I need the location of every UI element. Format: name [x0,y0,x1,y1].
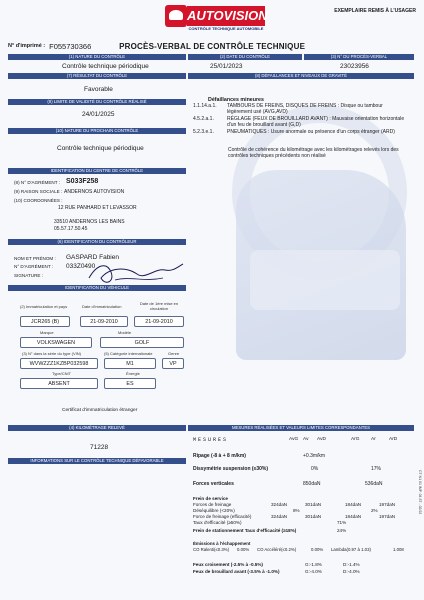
category-label: (5) Catégorie internationale [104,351,153,356]
unbalance-rear: 2% [371,508,378,513]
defect-code: 5.2.3.e.1. [193,129,214,135]
defect-desc: TAMBOURS DE FREINS, DISQUES DE FREINS : Disque ou tambour légèrement usé (AVG,AVD) [227,103,383,115]
forces-label: Forces verticales [193,481,234,487]
copy-tag: EXEMPLAIRE REMIS À L'USAGER [334,8,416,14]
efficiency-ard: 197daN [379,514,396,519]
controller-name-label: NOM ET PRÉNOM : [14,256,56,261]
defects-heading: Défaillances mineures [208,97,264,103]
centre-agreement-label: (8) N° D'AGRÉMENT : [14,180,61,185]
registration-label: (2) Immatriculation et pays [20,304,68,309]
col-avg: AvG [289,437,299,442]
ripage-value: +0.3m/km [303,453,326,459]
unbalance-front: 8% [293,508,300,513]
fog-right: D:-4.0% [343,569,360,574]
col-ar: Ar [371,437,376,442]
centre-header: IDENTIFICATION DU CENTRE DE CONTRÔLE [8,168,186,174]
pv-number-header: (3) N° DU PROCÈS-VERBAL [304,54,414,60]
signature-label: SIGNATURE : [14,273,44,278]
brand-field: VOLKSWAGEN [20,337,92,348]
validity-header: (9) LIMITE DE VALIDITÉ DU CONTRÔLE RÉALISÉ [8,99,186,105]
first-reg-label: Date d'immatriculation [82,304,122,309]
brake-force-avd: 301daN [305,502,322,507]
centre-city: 33510 ANDERNOS LES BAINS [54,219,125,225]
defect-item [193,103,413,115]
defect-desc: PNEUMATIQUES : Usure anormale ou présence d'un corps étranger (ARD) [227,129,395,135]
controller-agreement: 033Z0490 [66,263,96,270]
defect-code: 1.1.14.a.1. [193,103,217,109]
next-control-header: (10) NATURE DU PROCHAIN CONTRÔLE [8,128,186,134]
autovision-logo [165,5,268,35]
brake-force-avg: 324daN [271,502,288,507]
measures-header: MESURES RÉALISÉES ET VALEURS LIMITES CORRESPONDANTES [188,425,414,431]
controller-agreement-label: N° D'AGRÉMENT : [14,264,54,269]
logo-car-icon [165,5,187,27]
energy-field: ES [104,378,156,389]
controller-name: GASPARD Fabien [66,254,119,261]
energy-label: Énergie [126,371,140,376]
centre-address: 12 RUE PANHARD ET LEVASSOR [58,205,137,211]
centre-name-label: (9) RAISON SOCIALE : [14,189,63,194]
col-ard: ArD [389,437,398,442]
nature-header: (1) NATURE DU CONTRÔLE [8,54,186,60]
controller-signature [85,258,185,288]
centre-coords-label: (10) COORDONNÉES : [14,198,63,203]
type-label: Type/CNIT [52,371,72,376]
brand-name: AUTOVISION [187,6,265,26]
registration-document: Certificat d'immatriculation étranger [62,408,138,413]
date-header: (2) DATE DU CONTRÔLE [188,54,302,60]
vehicle-header: IDENTIFICATION DU VÉHICULE [8,285,186,291]
co-idle-value: 0.00% [237,547,250,552]
efficiency-avg: 324daN [271,514,288,519]
brand-label: Marque [40,330,54,335]
nature-value: Contrôle technique périodique [62,63,149,70]
parking-value: 24% [337,528,347,533]
genre-label: Genre [168,351,180,356]
print-number: F055730366 [49,41,92,51]
type-field: ABSENT [20,378,98,389]
rate-value: 71% [337,520,347,525]
centre-agreement: S033F258 [66,178,99,185]
page-title: PROCÈS-VERBAL DE CONTRÔLE TECHNIQUE [119,41,306,51]
centre-name: ANDERNOS AUTOVISION [64,189,125,195]
forces-rear: 536daN [365,481,383,487]
mileage-note: Contrôle de cohérence du kilométrage avec les kilométrages relevés lors des contrôles techniques précédents non réalisé [228,147,399,159]
lambda-label: Lambda(0.97 à 1.03) [331,547,371,552]
watermark-car-base [250,250,400,310]
brake-force-ard: 197daN [379,502,396,507]
crossing-lights-label: Feux croisement (-2.5% à -0.5%) [193,562,263,567]
first-use-field: 21-09-2010 [134,316,184,327]
co-accel-label: CO Accéléré(≤0.2%) [257,547,297,552]
crossing-left: G:-1.8% [305,562,322,567]
efficiency-arg: 184daN [345,514,362,519]
emissions-title: Émissions à l'échappement [193,541,251,546]
brake-force-label: Forces de freinage [193,502,232,507]
registration-field: JCR265 (B) [20,316,70,327]
fog-left: G:-4.0% [305,569,322,574]
co-accel-value: 0.00% [311,547,324,552]
parking-label: Frein de stationnement Taux d'efficacité (≥18%) [193,528,297,533]
pv-number-value: 23023956 [340,63,369,70]
measures-head: MESURES [193,437,229,443]
unbalance-label: Déséquilibre (<20%) [193,508,235,513]
crossing-right: D:-1.4% [343,562,360,567]
rate-label: Taux d'efficacité (≥50%) [193,520,242,525]
col-avd: AvD [317,437,326,442]
defect-item [193,129,413,135]
efficiency-avd: 301daN [305,514,322,519]
result-header: (7) RÉSULTAT DU CONTRÔLE [8,73,186,79]
defect-code: 4.5.2.a.1. [193,116,214,122]
form-reference: CT N1 01 IMP. 04 8T - 02/22 [418,470,422,515]
dissym-front: 0% [311,466,319,472]
model-label: Modèle [118,330,132,335]
dissym-rear: 17% [371,466,382,472]
validity-value: 24/01/2025 [82,111,115,118]
km-header: (4) KILOMÉTRAGE RELEVÉ [8,425,186,431]
first-use-label: Date de 1ère mise en circulation [139,301,179,311]
brake-force-arg: 184daN [345,502,362,507]
defect-item [193,116,413,128]
centre-phone: 05.57.17.50.45 [54,226,88,232]
category-field: M1 [104,358,156,369]
genre-field: VP [162,358,184,369]
col-arg: ArG [351,437,360,442]
last-info-header: INFORMATIONS SUR LE CONTRÔLE TECHNIQUE DÉFAVORABLE [8,458,186,464]
efficiency-label: Force de freinage (efficacité) [193,514,252,519]
date-value: 25/01/2023 [210,63,243,70]
vin-label: (3) N° dans la série du type (VIN) [22,351,81,356]
controller-header: (6) IDENTIFICATION DU CONTRÔLEUR [8,239,186,245]
title-row [8,40,418,52]
forces-front: 850daN [303,481,321,487]
vin-field: WVWZZZ1KZBP032598 [20,358,98,369]
km-value: 71228 [90,444,109,451]
defect-desc: RÉGLAGE (FEUX DE BROUILLARD AVANT) : Mauvaise orientation horizontale d'un feu de brouillard avant (G,D) [227,116,405,128]
next-control-value: Contrôle technique périodique [57,145,144,152]
result-value: Favorable [84,86,113,93]
fog-lights-label: Feux de brouillard avant (-3.5% à -1.0%) [193,569,280,574]
dissym-label: Dissymétrie suspension (≤30%) [193,466,268,472]
lambda-value: 1.008 [393,547,404,552]
brand-subtitle: CONTRÔLE TECHNIQUE AUTOMOBILE [188,26,264,31]
first-reg-field: 21-09-2010 [80,316,128,327]
model-field: GOLF [100,337,184,348]
print-number-label: N° d'imprimé : [8,43,46,49]
brake-title: Frein de service [193,496,228,501]
defects-header: (8) DÉFAILLANCES ET NIVEAUX DE GRAVITÉ [188,73,414,79]
ripage-label: Ripage (-8 à + 8 m/km) [193,453,246,459]
col-av: Av [303,437,309,442]
co-idle-label: CO Ralenti(≤0.3%) [193,547,230,552]
